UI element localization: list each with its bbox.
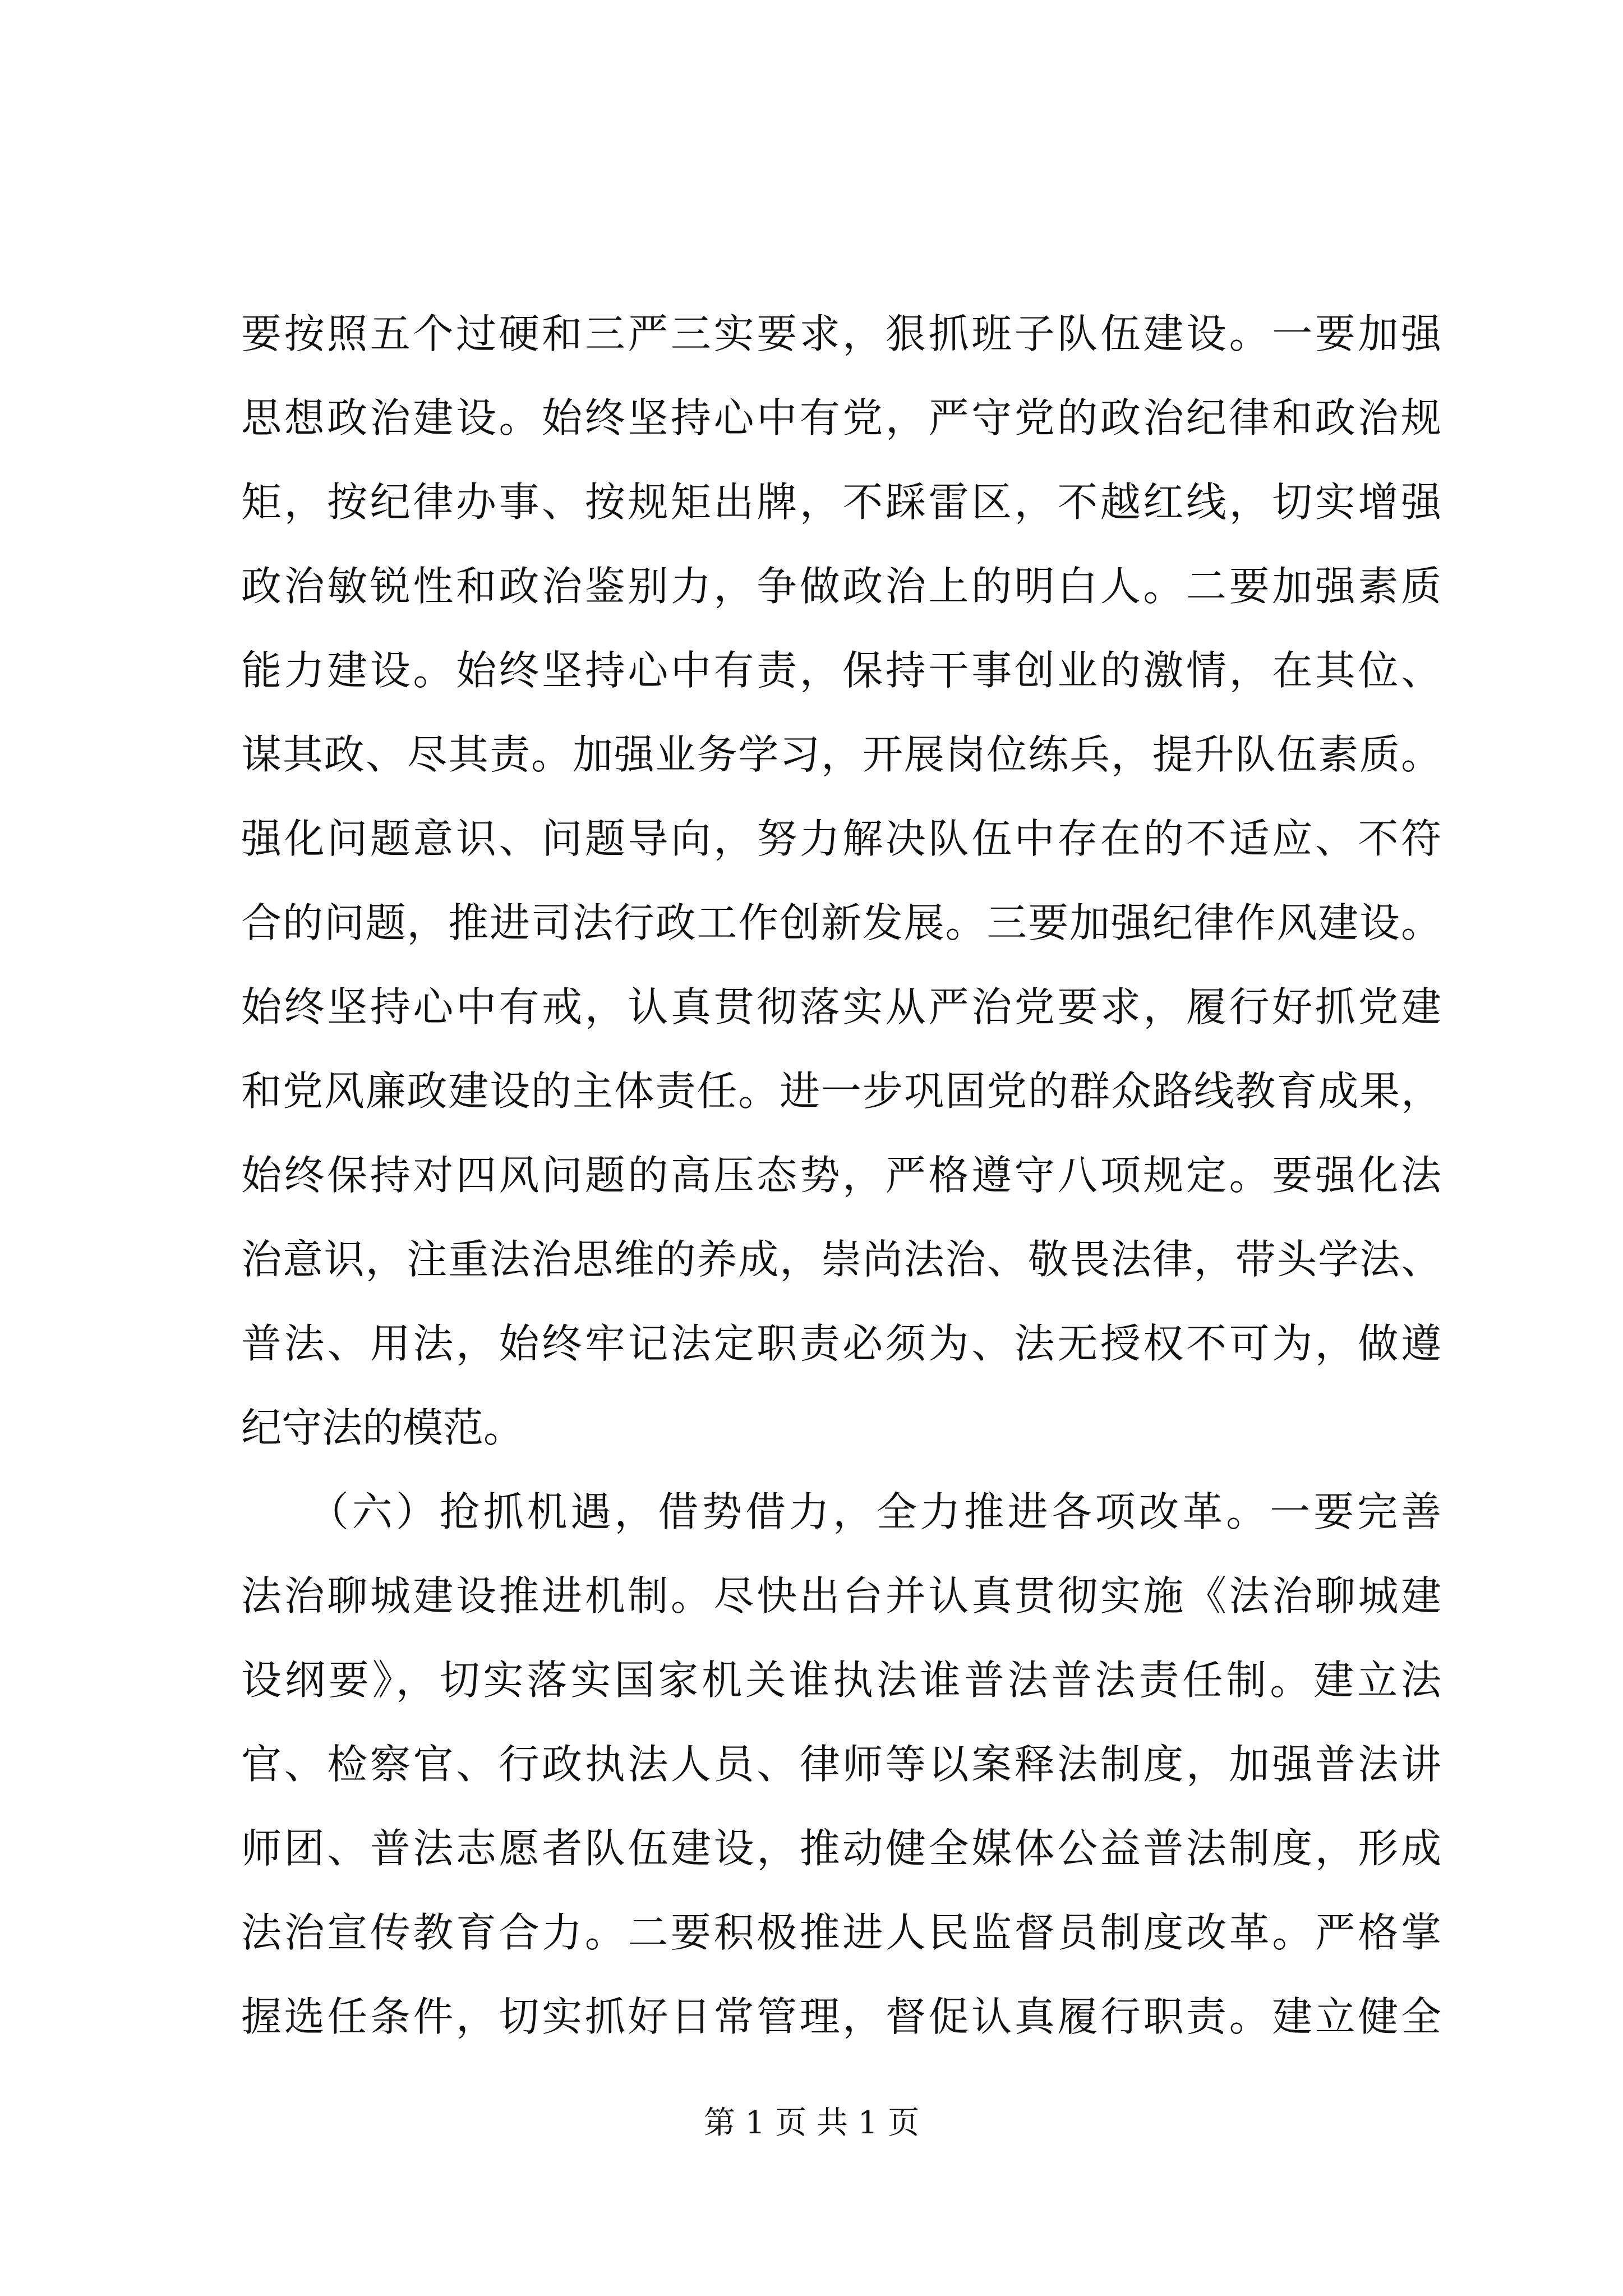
text-line: 谋其政、尽其责。加强业务学习，开展岗位练兵，提升队伍素质。 [241, 731, 1441, 778]
text-line: 握选任条件，切实抓好日常管理，督促认真履行职责。建立健全 [241, 1993, 1441, 2040]
text-line: 纪守法的模范。 [241, 1404, 524, 1451]
text-line: 法治宣传教育合力。二要积极推进人民监督员制度改革。严格掌 [241, 1909, 1441, 1956]
text-line: 思想政治建设。始终坚持心中有党，严守党的政治纪律和政治规 [241, 394, 1441, 441]
text-line: 治意识，注重法治思维的养成，崇尚法治、敬畏法律，带头学法、 [241, 1236, 1441, 1283]
text-line: 强化问题意识、问题导向，努力解决队伍中存在的不适应、不符 [241, 815, 1441, 862]
text-line: 设纲要》，切实落实国家机关谁执法谁普法普法责任制。建立法 [241, 1657, 1441, 1704]
text-line: 普法、用法，始终牢记法定职责必须为、法无授权不可为，做遵 [241, 1320, 1441, 1367]
text-line: 师团、普法志愿者队伍建设，推动健全媒体公益普法制度，形成 [241, 1825, 1441, 1872]
text-line: 法治聊城建设推进机制。尽快出台并认真贯彻实施《法治聊城建 [241, 1572, 1441, 1619]
text-line: 官、检察官、行政执法人员、律师等以案释法制度，加强普法讲 [241, 1741, 1441, 1788]
text-line: 和党风廉政建设的主体责任。进一步巩固党的群众路线教育成果， [241, 1068, 1441, 1115]
text-line: 合的问题，推进司法行政工作创新发展。三要加强纪律作风建设。 [241, 899, 1441, 946]
page-footer: 第 1 页 共 1 页 [703, 2105, 920, 2141]
text-line: 始终保持对四风问题的高压态势，严格遵守八项规定。要强化法 [241, 1152, 1441, 1199]
body-text [241, 292, 1441, 2059]
text-line: 始终坚持心中有戒，认真贯彻落实从严治党要求，履行好抓党建 [241, 983, 1441, 1030]
text-line: 政治敏锐性和政治鉴别力，争做政治上的明白人。二要加强素质 [241, 563, 1441, 610]
text-line: （六）抢抓机遇，借势借力，全力推进各项改革。一要完善 [241, 1488, 1441, 1535]
text-line: 能力建设。始终坚持心中有责，保持干事创业的激情，在其位、 [241, 647, 1441, 694]
text-line: 要按照五个过硬和三严三实要求，狠抓班子队伍建设。一要加强 [241, 310, 1441, 357]
text-line: 矩，按纪律办事、按规矩出牌，不踩雷区，不越红线，切实增强 [241, 478, 1441, 526]
